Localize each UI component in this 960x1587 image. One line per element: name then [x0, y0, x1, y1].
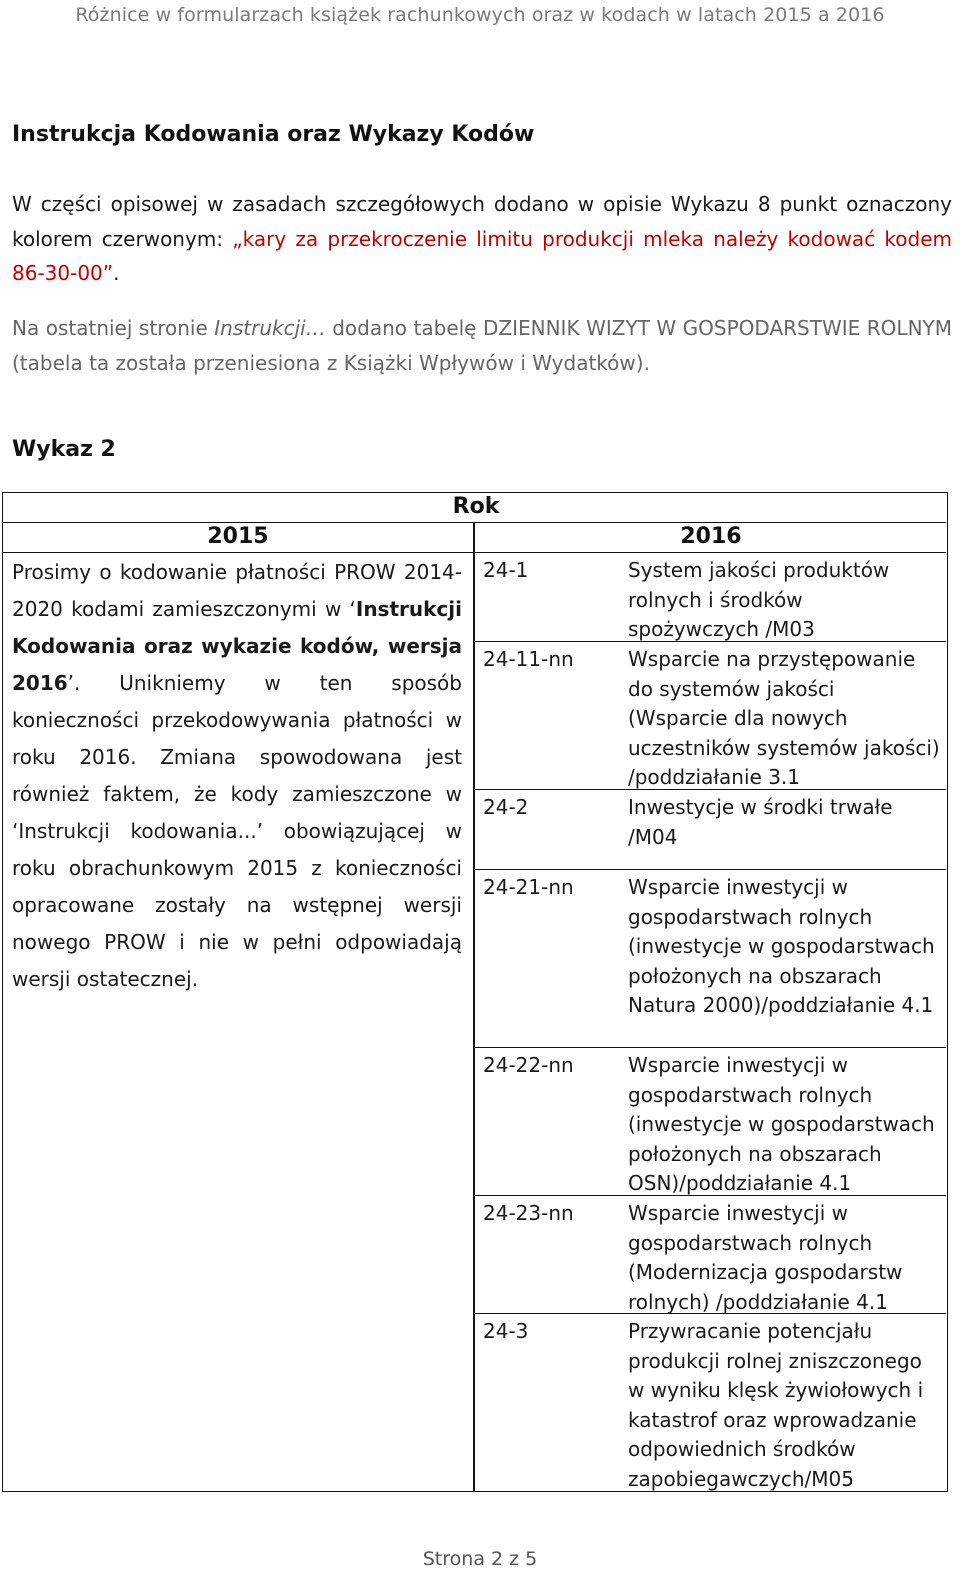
row-code: 24-1	[483, 558, 529, 582]
paragraph-text: dodano tabelę DZIENNIK WIZYT W GOSPODARSTWIE ROLNYM (tabela ta została przeniesiona z Książki Wpływów i Wydatków).	[12, 316, 953, 375]
paragraph-last-page-note	[12, 311, 952, 380]
table-row	[475, 641, 947, 789]
red-highlight-text: „kary za przekroczenie limitu produkcji mleka należy kodować kodem 86-30-00”	[12, 226, 952, 285]
wykaz-title: Wykaz 2	[12, 437, 116, 462]
header-year-2016: 2016	[680, 524, 742, 549]
row-description: Wsparcie na przystępowanie do systemów jakości (Wsparcie dla nowych uczestników systemów jakości) /poddziałanie 3.1	[628, 647, 940, 789]
row-description: Wsparcie inwestycji w gospodarstwach rolnych (inwestycje w gospodarstwach położonych na obszarach Natura 2000)/poddziałanie 4.1	[628, 875, 935, 1017]
italic-text: Instrukcji…	[214, 316, 326, 340]
table-row	[475, 1313, 947, 1491]
running-header: Różnice w formularzach książek rachunkowych oraz w kodach w latach 2015 a 2016	[75, 4, 885, 26]
column-2015-text	[12, 554, 462, 998]
section-title: Instrukcja Kodowania oraz Wykazy Kodów	[12, 122, 535, 147]
paragraph-text: .	[113, 261, 120, 285]
row-code: 24-2	[483, 795, 529, 819]
row-code: 24-11-nn	[483, 647, 574, 671]
page-number: Strona 2 z 5	[422, 1548, 538, 1570]
table-row	[475, 552, 947, 641]
row-code: 24-23-nn	[483, 1201, 574, 1225]
table-row	[475, 789, 947, 869]
row-code: 24-21-nn	[483, 875, 574, 899]
row-code: 24-22-nn	[483, 1053, 574, 1077]
table-row	[475, 1047, 947, 1195]
row-description: Przywracanie potencjału produkcji rolnej zniszczonego w wyniku klęsk żywiołowych i katastrof oraz wprowadzanie odpowiednich środków zapobiegawczych/M05	[628, 1319, 924, 1491]
paragraph-wykaz-8-note	[12, 187, 952, 291]
bold-text: Instrukcji Kodowania oraz wykazie kodów, wersja 2016	[12, 597, 462, 695]
row-description: Wsparcie inwestycji w gospodarstwach rolnych (Modernizacja gospodarstw rolnych) /poddziałanie 4.1	[628, 1201, 903, 1314]
table-row	[475, 869, 947, 1047]
row-description: System jakości produktów rolnych i środków spożywczych /M03	[628, 558, 890, 641]
column-text: ’. Unikniemy w ten sposób konieczności przekodowywania płatności w roku 2016. Zmiana spowodowana jest również faktem, że kody zamieszczone w ‘Instrukcji kodowania...’ obowiązującej w roku obrachunkowym 2015 z konieczności opracowane zostały na wstępnej wersji nowego PROW i nie w pełni odpowiadają wersji ostatecznej.	[12, 671, 462, 991]
column-text: Prosimy o kodowanie płatności PROW 2014-2020 kodami zamieszczonymi w ‘	[12, 560, 462, 621]
row-description: Inwestycje w środki trwałe /M04	[628, 795, 893, 849]
paragraph-text: W części opisowej w zasadach szczegółowych dodano w opisie Wykazu 8 punkt oznaczony kolorem czerwonym:	[12, 192, 952, 251]
row-code: 24-3	[483, 1319, 529, 1343]
header-year-2015: 2015	[207, 524, 269, 549]
table-divider	[3, 522, 946, 523]
row-description: Wsparcie inwestycji w gospodarstwach rolnych (inwestycje w gospodarstwach położonych na obszarach OSN)/poddziałanie 4.1	[628, 1053, 935, 1195]
paragraph-text: Na ostatniej stronie	[12, 316, 215, 340]
table-row	[475, 1195, 947, 1313]
codes-table	[2, 492, 948, 1492]
header-rok: Rok	[452, 494, 500, 519]
